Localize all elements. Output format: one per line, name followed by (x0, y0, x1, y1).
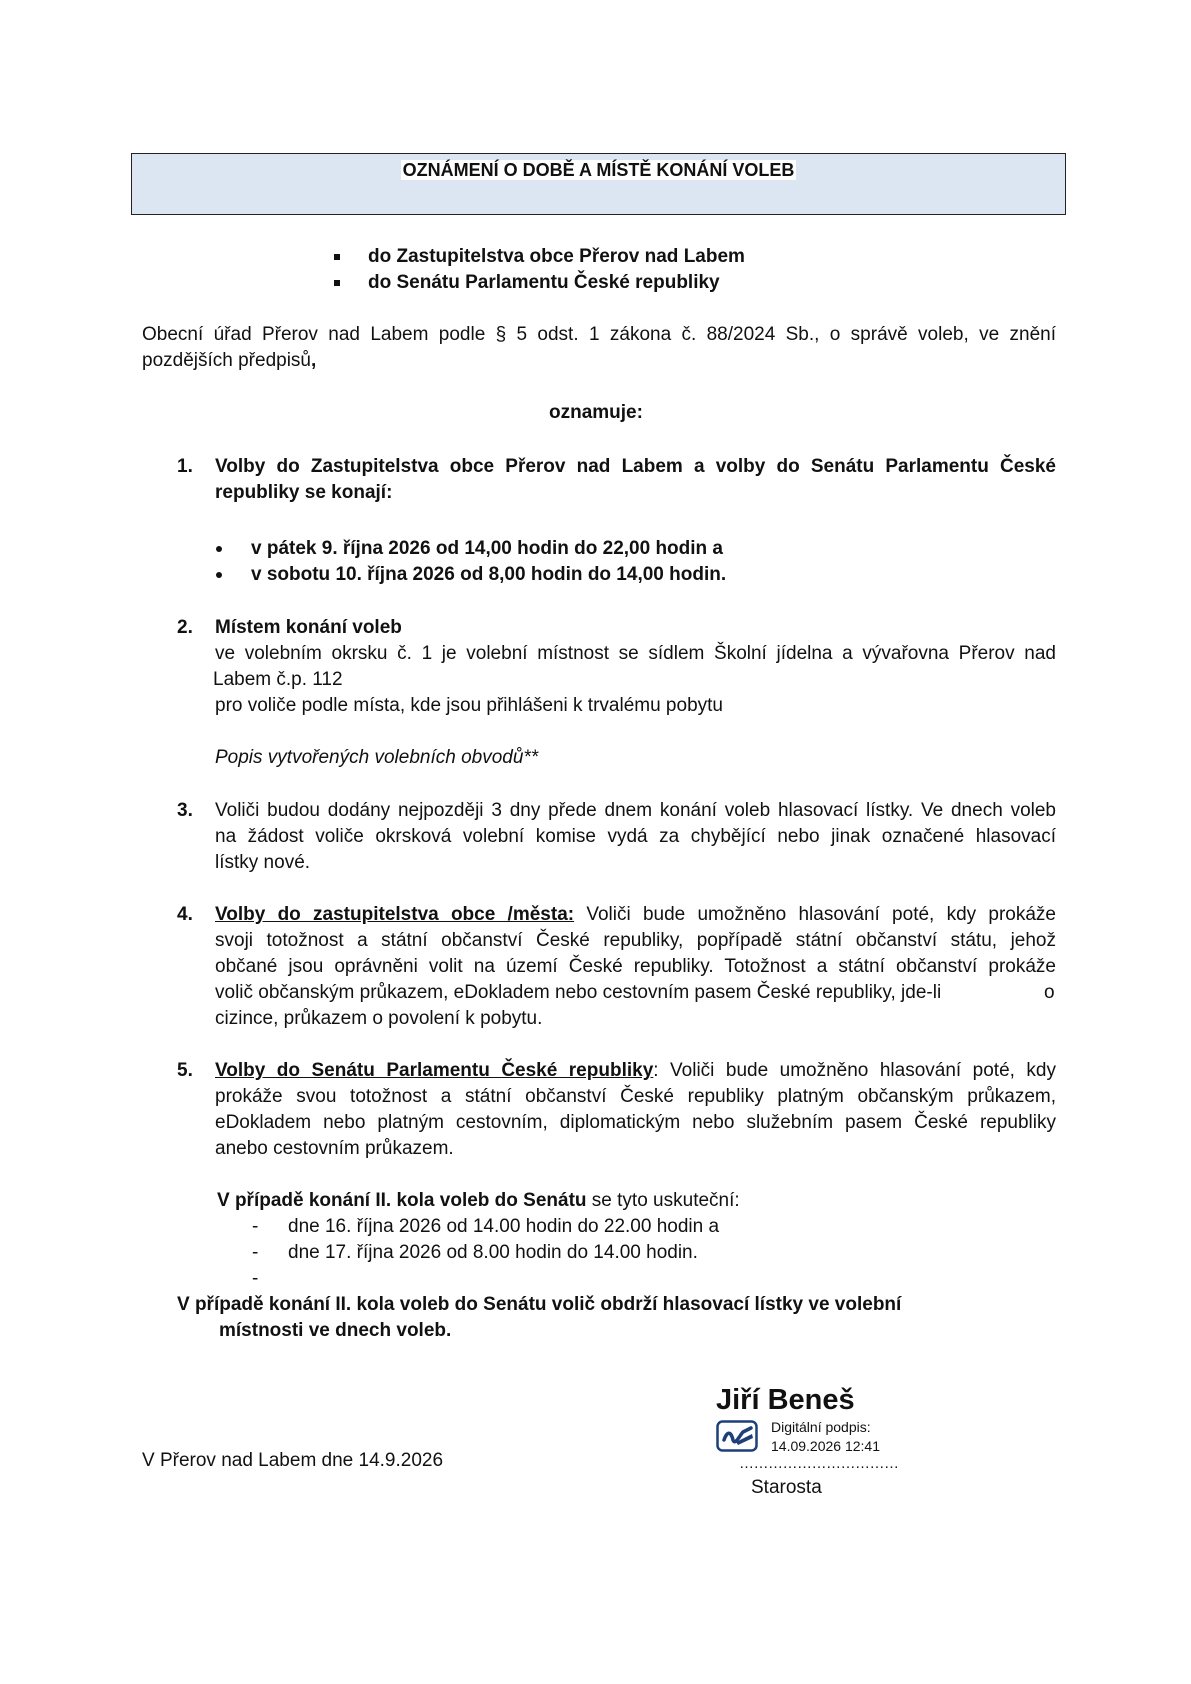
item-2-title: Místem konání voleb (215, 617, 402, 638)
item-3-line-2: na žádost voliče okrsková volební komise vydá za chybějící nebo jinak označené hlasovací (215, 826, 1056, 847)
signer-name: Jiří Beneš (716, 1384, 855, 1416)
second-round-date-2: dne 17. října 2026 od 8.00 hodin do 14.00 hodin. (288, 1242, 698, 1263)
second-round-intro: V případě konání II. kola voleb do Senátu se tyto uskuteční: (217, 1190, 740, 1211)
signature-dots-line: …………………………… (739, 1455, 899, 1472)
square-bullet-icon (334, 280, 340, 286)
item-5-title: Volby do Senátu Parlamentu České republiky (215, 1060, 654, 1081)
announces-heading: oznamuje: (549, 402, 643, 423)
dash-bullet: - (252, 1268, 259, 1289)
dash-bullet: - (252, 1242, 259, 1263)
item-4-number: 4. (177, 904, 193, 925)
second-round-date-1: dne 16. října 2026 od 14.00 hodin do 22.00 hodin a (288, 1216, 720, 1237)
item-5-line-1: Volby do Senátu Parlamentu České republiky: Voliči bude umožněno hlasování poté, kdy (215, 1060, 1056, 1081)
item-2-line-2: Labem č.p. 112 (213, 669, 343, 690)
intro-line-2: pozdějších předpisů, (142, 350, 317, 371)
second-round-final-1: V případě konání II. kola voleb do Senátu volič obdrží hlasovací lístky ve volební (177, 1294, 902, 1315)
election-item-senate: do Senátu Parlamentu České republiky (368, 272, 720, 293)
item-5-line-2: prokáže svou totožnost a státní občanství České republiky platným občanským průkazem, (215, 1086, 1056, 1107)
digital-signature-icon (716, 1420, 758, 1452)
round-bullet-icon (216, 572, 222, 578)
item-1-number: 1. (177, 456, 193, 477)
item-2-number: 2. (177, 617, 193, 638)
signature-label: Digitální podpis: (771, 1419, 871, 1435)
item-5-line-3: eDokladem nebo platným cestovním, diplomatickým nebo služebním pasem České republiky (215, 1112, 1056, 1133)
header-box (131, 153, 1066, 215)
item-2-line-3: pro voliče podle místa, kde jsou přihlášeni k trvalému pobytu (215, 695, 723, 716)
item-4-line-5: cizince, průkazem o povolení k pobytu. (215, 1008, 543, 1029)
item-4-line-4-end: o (1044, 982, 1055, 1003)
item-2-note: Popis vytvořených volebních obvodů** (215, 747, 539, 768)
item-1-line-2: republiky se konají: (215, 482, 393, 503)
item-5-number: 5. (177, 1060, 193, 1081)
place-and-date: V Přerov nad Labem dne 14.9.2026 (142, 1450, 444, 1471)
signer-role: Starosta (751, 1477, 822, 1498)
item-4-line-2: svoji totožnost a státní občanství České republiky, popřípadě státní občanství státu, jehož (215, 930, 1056, 951)
intro-line-1: Obecní úřad Přerov nad Labem podle § 5 odst. 1 zákona č. 88/2024 Sb., o správě voleb, ve znění (142, 324, 1056, 345)
item-5-line-4: anebo cestovním průkazem. (215, 1138, 454, 1159)
round-bullet-icon (216, 546, 222, 552)
item-3-number: 3. (177, 800, 193, 821)
election-date-2: v sobotu 10. října 2026 od 8,00 hodin do 14,00 hodin. (251, 564, 727, 585)
document-title: OZNÁMENÍ O DOBĚ A MÍSTĚ KONÁNÍ VOLEB (402, 160, 795, 180)
election-item-municipal: do Zastupitelstva obce Přerov nad Labem (368, 246, 745, 267)
item-4-title: Volby do zastupitelstva obce /města: (215, 904, 575, 925)
item-4-line-4: volič občanským průkazem, eDokladem nebo cestovním pasem České republiky, jde-li (215, 982, 942, 1003)
signature-timestamp: 14.09.2026 12:41 (771, 1438, 880, 1454)
item-3-line-1: Voliči budou dodány nejpozději 3 dny přede dnem konání voleb hlasovací lístky. Ve dnech voleb (215, 800, 1056, 821)
item-4-line-3: občané jsou oprávněni volit na území České republiky. Totožnost a státní občanství prokáže (215, 956, 1056, 977)
item-4-line-1: Volby do zastupitelstva obce /města: Voliči bude umožněno hlasování poté, kdy prokáže (215, 904, 1056, 925)
item-1-line-1: Volby do Zastupitelstva obce Přerov nad Labem a volby do Senátu Parlamentu České (215, 456, 1056, 477)
square-bullet-icon (334, 254, 340, 260)
second-round-final-2: místnosti ve dnech voleb. (219, 1320, 452, 1341)
election-date-1: v pátek 9. října 2026 od 14,00 hodin do 22,00 hodin a (251, 538, 723, 559)
item-3-line-3: lístky nové. (215, 852, 311, 873)
dash-bullet: - (252, 1216, 259, 1237)
item-2-line-1: ve volebním okrsku č. 1 je volební místnost se sídlem Školní jídelna a vývařovna Přerov nad (215, 643, 1056, 664)
